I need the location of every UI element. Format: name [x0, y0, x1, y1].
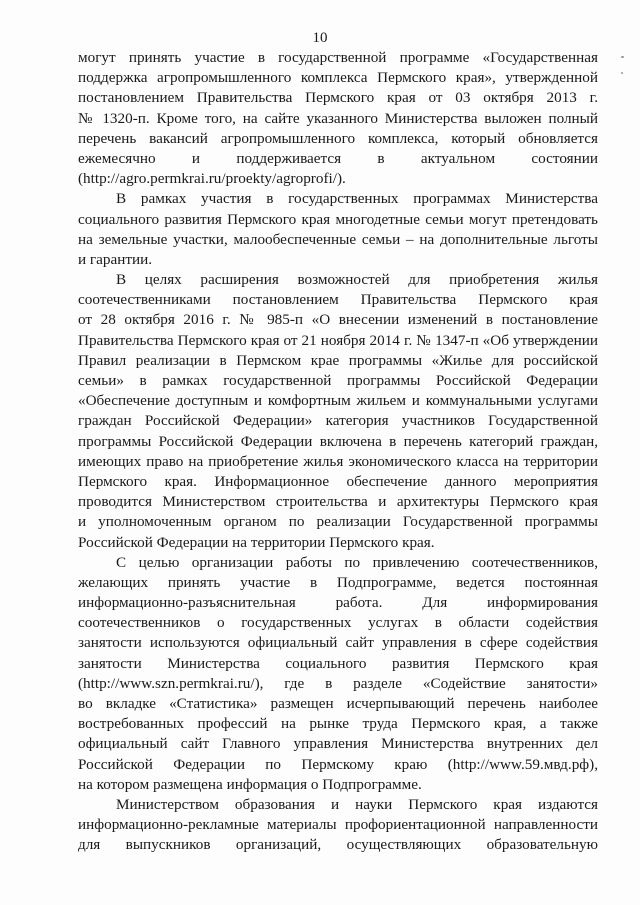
text-line: В рамках участия в государственных программах Министерства — [116, 190, 598, 208]
text-line: поддержка агропромышленного комплекса Пермского края», утвержденной — [78, 69, 598, 87]
text-line: программы Российской Федерации включена в перечень категорий граждан, — [78, 432, 598, 450]
text-line: желающих принять участие в Подпрограмме, ведется постоянная — [78, 573, 598, 591]
text-line: Министерством образования и науки Пермского края издаются — [116, 795, 598, 813]
text-line: проводится Министерством строительства и архитектуры Пермского края — [78, 493, 598, 511]
text-line: занятости Министерства социального развития Пермского края — [78, 654, 598, 672]
text-line: от 28 октября 2016 г. № 985-п «О внесении изменений в постановление — [78, 311, 598, 329]
text-line: № 1320-п. Кроме того, на сайте указанного Министерства выложен полный — [78, 109, 598, 127]
text-line: имеющих право на приобретение жилья экономического класса на территории — [78, 452, 598, 470]
page-number: 10 — [312, 30, 328, 46]
text-line: официальный сайт Главного управления Министерства внутренних дел — [78, 735, 598, 753]
text-line: информационно-разъяснительная работа. Для информирования — [78, 594, 598, 612]
text-line: (http://agro.permkrai.ru/proekty/agroprofi/). — [78, 170, 346, 188]
text-line: на котором размещена информация о Подпрограмме. — [78, 775, 422, 793]
text-line: для выпускников организаций, осуществляющих образовательную — [78, 836, 598, 854]
text-line: семьи» в рамках государственной программы Российской Федерации — [78, 372, 598, 389]
text-line: на земельные участки, малообеспеченные семьи – на дополнительные льготы — [78, 230, 598, 248]
text-line: В целях расширения возможностей для приобретения жилья — [116, 271, 598, 289]
text-line: «Обеспечение доступным и комфортным жильем и коммунальными услугами — [78, 392, 598, 410]
text-line: Российской Федерации на территории Пермского края. — [78, 533, 435, 551]
body-text — [78, 48, 598, 856]
text-line: могут принять участие в государственной программе «Государственная — [78, 49, 598, 66]
text-line: перечень вакансий агропромышленного комплекса, который обновляется — [78, 129, 598, 147]
text-line: соотечественниками постановлением Правительства Пермского края — [78, 291, 598, 309]
text-line: информационно-рекламные материалы профориентационной направленности — [78, 816, 598, 834]
text-line: социального развития Пермского края многодетные семьи могут претендовать — [78, 210, 598, 228]
text-line: соотечественников о государственных услугах в области содействия — [78, 614, 598, 632]
text-line: занятости используются официальный сайт управления в сфере содействия — [78, 634, 598, 652]
text-line: и уполномоченным органом по реализации Государственной программы — [78, 513, 598, 531]
text-line: граждан Российской Федерации» категория участников Государственной — [78, 412, 598, 430]
text-line: (http://www.szn.permkrai.ru/), где в разделе «Содействие занятости» — [78, 674, 598, 692]
text-line: востребованных профессий на рынке труда Пермского края, а также — [78, 715, 598, 733]
text-line: постановлением Правительства Пермского края от 03 октября 2013 г. — [78, 89, 598, 107]
text-line: Правил реализации в Пермском крае программы «Жилье для российской — [78, 351, 598, 369]
text-line: во вкладке «Статистика» размещен исчерпывающий перечень наиболее — [78, 695, 598, 712]
text-line: Российской Федерации по Пермскому краю (http://www.59.мвд.рф), — [78, 755, 598, 773]
text-line: ежемесячно и поддерживается в актуальном состоянии — [78, 149, 598, 167]
text-line: Пермского края. Информационное обеспечение данного мероприятия — [78, 472, 598, 490]
text-line: С целью организации работы по привлечению соотечественников, — [116, 553, 598, 571]
margin-speck — [621, 56, 624, 58]
text-line: и гарантии. — [78, 250, 153, 268]
text-line: Правительства Пермского края от 21 ноября 2014 г. № 1347-п «Об утверждении — [78, 331, 598, 349]
margin-speck — [621, 72, 623, 74]
